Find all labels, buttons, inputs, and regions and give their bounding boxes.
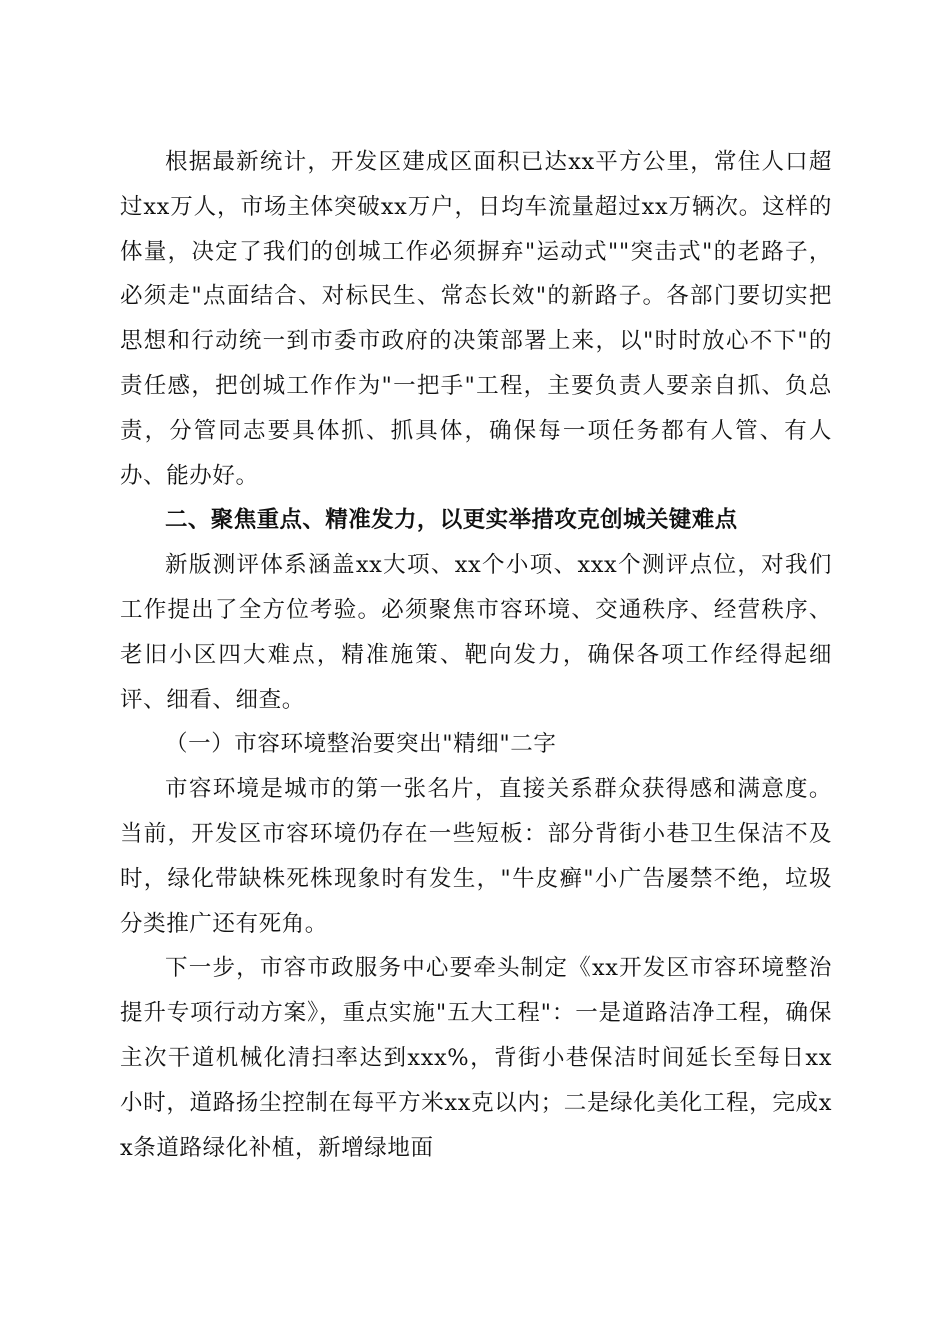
body-paragraph: 下一步，市容市政服务中心要牵头制定《xx开发区市容环境整治提升专项行动方案》，重点实施"五大工程"：一是道路洁净工程，确保主次干道机械化清扫率达到xxx%，背街小巷保洁时间延长至每日xx小时，道路扬尘控制在每平方米xx克以内；二是绿化美化工程，完成xx条道路绿化补植，新增绿地面 bbox=[120, 955, 832, 1161]
subsection-heading: （一）市容环境整治要突出"精细"二字 bbox=[165, 731, 557, 758]
document-body bbox=[120, 140, 832, 1170]
body-paragraph: 新版测评体系涵盖xx大项、xx个小项、xxx个测评点位，对我们工作提出了全方位考验。必须聚焦市容环境、交通秩序、经营秩序、老旧小区四大难点，精准施策、靶向发力，确保各项工作经得起细评、细看、细查。 bbox=[120, 552, 832, 713]
body-paragraph: 市容环境是城市的第一张名片，直接关系群众获得感和满意度。当前，开发区市容环境仍存在一些短板：部分背街小巷卫生保洁不及时，绿化带缺株死株现象时有发生，"牛皮癣"小广告屡禁不绝，垃圾分类推广还有死角。 bbox=[120, 776, 832, 937]
body-paragraph: 根据最新统计，开发区建成区面积已达xx平方公里，常住人口超过xx万人，市场主体突破xx万户，日均车流量超过xx万辆次。这样的体量，决定了我们的创城工作必须摒弃"运动式""突击式"的老路子，必须走"点面结合、对标民生、常态长效"的新路子。各部门要切实把思想和行动统一到市委市政府的决策部署上来，以"时时放心不下"的责任感，把创城工作作为"一把手"工程，主要负责人要亲自抓、负总责，分管同志要具体抓、抓具体，确保每一项任务都有人管、有人办、能办好。 bbox=[120, 149, 832, 489]
section-heading: 二、聚焦重点、精准发力，以更实举措攻克创城关键难点 bbox=[165, 507, 738, 534]
